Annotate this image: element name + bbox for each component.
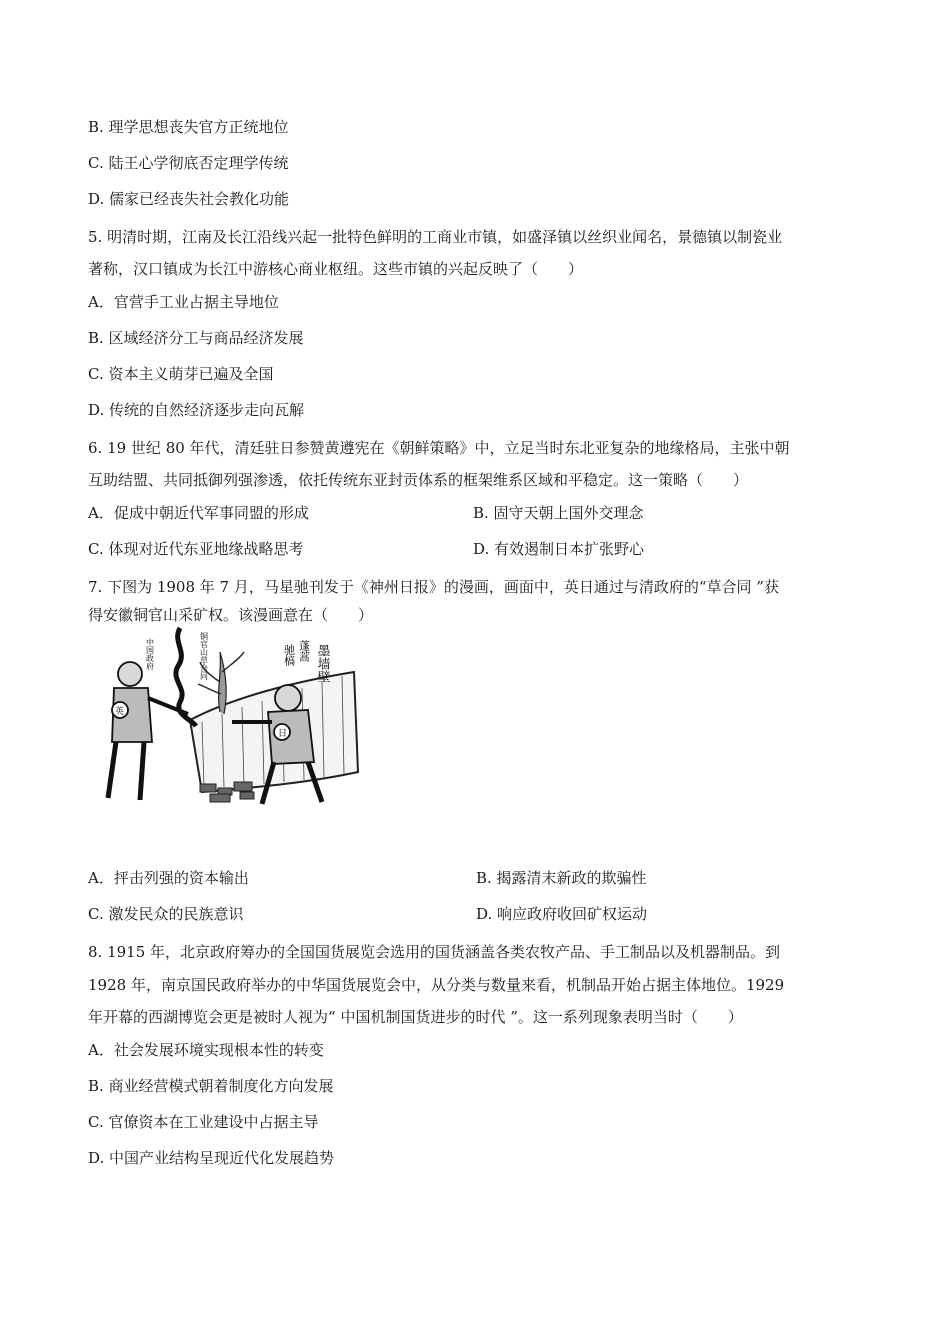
q6-option-a: A．促成中朝近代军事同盟的形成 (88, 504, 309, 522)
q5-option-b: B. 区域经济分工与商品经济发展 (88, 329, 304, 347)
q8-stem-line3: 年开幕的西湖博览会更是被时人视为“ 中国机制国货进步的时代 ”。这一系列现象表明当时（ ） (88, 1008, 743, 1026)
q5-stem-line2: 著称，汉口镇成为长江中游核心商业枢纽。这些市镇的兴起反映了（ ） (88, 260, 584, 278)
q6-option-c: C. 体现对近代东亚地缘战略思考 (88, 540, 304, 558)
cartoon-label-right-top: 墨墙壁 (314, 644, 330, 683)
cartoon-label-left: 中国政府 (145, 638, 155, 670)
q5-option-a: A．官营手工业占据主导地位 (88, 293, 279, 311)
q5-option-d: D. 传统的自然经济逐步走向瓦解 (88, 401, 305, 419)
q7-option-c: C. 激发民众的民族意识 (88, 905, 244, 923)
q4-option-d: D. 儒家已经丧失社会教化功能 (88, 190, 290, 208)
cartoon-label-right-low: 驰槁 (282, 644, 296, 666)
q7-stem-line1: 7. 下图为 1908 年 7 月，马星驰刊发于《神州日报》的漫画，画面中，英日通过与清政府的“草合同 ”获 (88, 578, 779, 596)
q8-option-b: B. 商业经营模式朝着制度化方向发展 (88, 1077, 334, 1095)
cartoon-label-middle: 铜官山草合同 (199, 632, 209, 680)
q6-option-d: D. 有效遏制日本扩张野心 (473, 540, 645, 558)
q4-option-c: C. 陆王心学彻底否定理学传统 (88, 154, 289, 172)
q4-option-b: B. 理学思想丧失官方正统地位 (88, 118, 289, 136)
q8-option-c: C. 官僚资本在工业建设中占据主导 (88, 1113, 319, 1131)
q7-stem-line2: 得安徽铜官山采矿权。该漫画意在（ ） (88, 606, 374, 624)
q7-option-b: B. 揭露清末新政的欺骗性 (476, 869, 647, 887)
q7-option-d: D. 响应政府收回矿权运动 (476, 905, 648, 923)
q6-option-b: B. 固守天朝上国外交理念 (473, 504, 644, 522)
q5-stem-line1: 5. 明清时期，江南及长江沿线兴起一批特色鲜明的工商业市镇，如盛泽镇以丝织业闻名，景德镇以制瓷业 (88, 228, 783, 246)
q8-stem-line2: 1928 年，南京国民政府举办的中华国货展览会中，从分类与数量来看，机制品开始占据主体地位。1929 (88, 976, 785, 994)
cartoon-drawing (92, 622, 362, 810)
q5-option-c: C. 资本主义萌芽已遍及全国 (88, 365, 274, 383)
cartoon-badge-left: 英 (115, 707, 125, 717)
q6-stem-line1: 6. 19 世纪 80 年代，清廷驻日参赞黄遵宪在《朝鲜策略》中，立足当时东北亚复杂的地缘格局，主张中朝 (88, 439, 790, 457)
q7-option-a: A．抨击列强的资本输出 (88, 869, 249, 887)
q8-option-a: A．社会发展环境实现根本性的转变 (88, 1041, 324, 1059)
cartoon-label-right-mid: 蓬蒿 (297, 640, 311, 662)
cartoon-badge-right: 日 (278, 729, 288, 739)
q8-option-d: D. 中国产业结构呈现近代化发展趋势 (88, 1149, 335, 1167)
political-cartoon (92, 622, 362, 810)
q6-stem-line2: 互助结盟、共同抵御列强渗透，依托传统东亚封贡体系的框架维系区域和平稳定。这一策略（ ） (88, 471, 749, 489)
q8-stem-line1: 8. 1915 年，北京政府筹办的全国国货展览会选用的国货涵盖各类农牧产品、手工制品以及机器制品。到 (88, 943, 781, 961)
